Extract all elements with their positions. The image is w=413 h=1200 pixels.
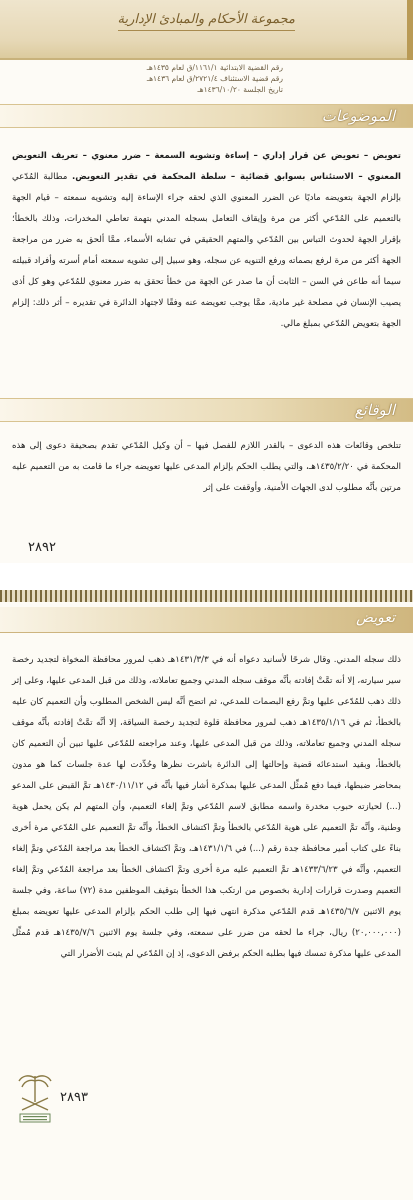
case-meta-line: رقم قضية الاستئناف ٢٧٢١/٤/ق لعام ١٤٣٦هـ — [146, 74, 283, 83]
running-header-band — [0, 607, 413, 633]
page-2892 — [0, 0, 413, 563]
page-separator — [0, 563, 413, 590]
page-number: ٢٨٩٣ — [60, 1090, 88, 1105]
body-text: ذلك سجله المدني. وقال شرحًا لأسانيد دعواه أنه في ١٤٣١/٣/٣هـ ذهب لمرور محافظة المخواة لتجديد رخصة سير سيارته، إلا أنه تمَّتْ إفادته بأنَّه موقف سجله المدني وجميع تعاملاته، وذلك من قبل المدعى عليها، وعلى إثر ذلك ذهب للمُدّعى عليها وتمَّ رفع البصمات للمدعي، ثم اتضح أنَّه ليس الشخص المطلوب وأن التعميم كان عليه بالخطأ، ثم في ١٤٣٥/١/١٦هـ ذهب لمرور محافظة قلوة لتجديد رخصة السياقة، إلا أنَّه تمَّتْ إفادته بأنَّه موقف سجله المدني وجميع تعاملاته، وذلك من قبل المدعى عليها، وعند مراجعته للمُدّعى عليها تبين أن التعميم كان بالخطأ، وبقيد استدعائه قضية وإحالتها إلى الدائرة باشرت نظرها وحُدِّدت لها عدة جلسات كما هو مدون بمحاضر ضبطها، فيما دفع مُمثِّل المدعى عليها بمذكرة أشار فيها بأنَّه في ١٤٣٠/١١/١٢هـ تمَّ القبض على المدعو (...) لحيازته حبوب مخدرة واسمه مطابق لاسم المُدّعي وتمَّ إلغاء التعميم، وأن المتهم لم يكن يحمل هوية وطنية، وأنَّه تمَّ التعميم على هوية المُدّعي بالخطأ وتمَّ اكتشاف الخطأ، وأنَّه تمَّ التعميم على المُدّعي مرة أخرى بناءً على كتاب أمير محافظة جدة رقم (...) في ١٤٣١/١/٦هـ، وتمَّ اكتشاف الخطأ بعد مراجعة المُدّعي وتمَّ إلغاء التعميم، وأنَّه في ١٤٣٣/٦/٢٣هـ تمَّ التعميم عليه مرة أخرى وتمَّ اكتشاف الخطأ بعد مراجعة المُدّعي وتمَّ إلغاء التعميم وصدرت قرارات إدارية بخصوص من ارتكب هذا الخطأ بتوقيف الموظفين مدة (٧٢) ساعة، وفي جلسة يوم الاثنين ١٤٣٥/٦/٧هـ قدم المُدّعي مذكرة انتهى فيها إلى طلب الحكم بإلزام المدعى عليها تعويضه بمبلغ (٢٠,٠٠٠,٠٠٠) ريال، جراء ما لحقه من ضرر على سمعته، وفي جلسة يوم الاثنين ١٤٣٥/٧/٦هـ قدم مُمثِّل المدعى عليها مذكرة تمسك فيها بطلبه الحكم برفض الدعوى، إذ إن المُدّعي لم يثبت الأضرار التي — [12, 655, 401, 959]
topics-summary: مطالبة المُدّعي بإلزام الجهة بتعويضه ماديًا عن الضرر المعنوي الذي لحقه جراء الإساءة إليه وتشويه سمعته – قيام الجهة بالتعميم على المُدّعي أكثر من مرة وإيقاف التعامل بسجله المدني بتهمة تعاطي المخدرات، وذلك بالخطأ؛ بإقرار الجهة لحدوث التباس بين المُدّعي والمتهم الحقيقي في تشابه الأسماء، ممَّا ألحق به ضرر من مراجعة الجهة أكثر من مرة لرفع بصماته ورفع التنويه عن سجله، وهو سبيل إلى تشويه سمعته أمام أسرته وأفراد قبيلته سيما أنه طاعن في السن – الثابت أن ما صدر عن الجهة من خطأ تحقق به ضرر معنوي للمُدّعي وهو كل أذى يصيب الإنسان في مصلحة غير مادية، ممَّا يوجب تعويضه عنه وفقًا لاجتهاد الدائرة في تقديره – أثر ذلك: إلزام الجهة بتعويض المُدّعي بمبلغ مالي. — [12, 172, 401, 329]
header-ornament — [407, 0, 413, 60]
facts-section: تتلخص وقائعات هذه الدعوى – بالقدر اللازم للفصل فيها – أن وكيل المُدّعي تقدم بصحيفة دعوى إلى هذه المحكمة في ١٤٣٥/٢/٢٠هـ، والتي يطلب الحكم بإلزام المدعى عليها تعويضه جراء ما قامت به من التعميم عليه مرتين بأنَّه مطلوب لدى الجهات الأمنية، وأوقفت على إثر — [12, 441, 402, 493]
running-header-label: تعويض — [356, 610, 395, 626]
facts-heading: الوقائع — [354, 401, 395, 419]
topics-section — [12, 146, 401, 335]
palm-swords-emblem-icon — [14, 1068, 56, 1126]
page-2893 — [0, 590, 413, 1200]
page-number: ٢٨٩٢ — [28, 540, 56, 555]
series-title: مجموعة الأحكام والمبادئ الإدارية — [118, 12, 295, 31]
topics-keywords: تعويض – تعويض عن قرار إداري – إساءة وتشويه السمعة – ضرر معنوي – تعريف التعويض المعنوي – الاستئناس بسوابق قضائية – سلطة المحكمة في تقدير التعويض. — [12, 151, 401, 182]
facts-heading-bar — [0, 398, 413, 422]
case-metadata — [53, 62, 283, 95]
page-top-border — [0, 590, 413, 602]
page-header — [0, 0, 413, 60]
case-meta-line: رقم القضية الابتدائية ١١٦١/١/ق لعام ١٤٣٥هـ — [146, 63, 283, 72]
topics-heading-bar — [0, 104, 413, 128]
case-meta-line: تاريخ الجلسة ١٤٣٦/١٠/٢٠هـ — [197, 85, 283, 94]
topics-heading: الموضوعات — [321, 107, 395, 125]
